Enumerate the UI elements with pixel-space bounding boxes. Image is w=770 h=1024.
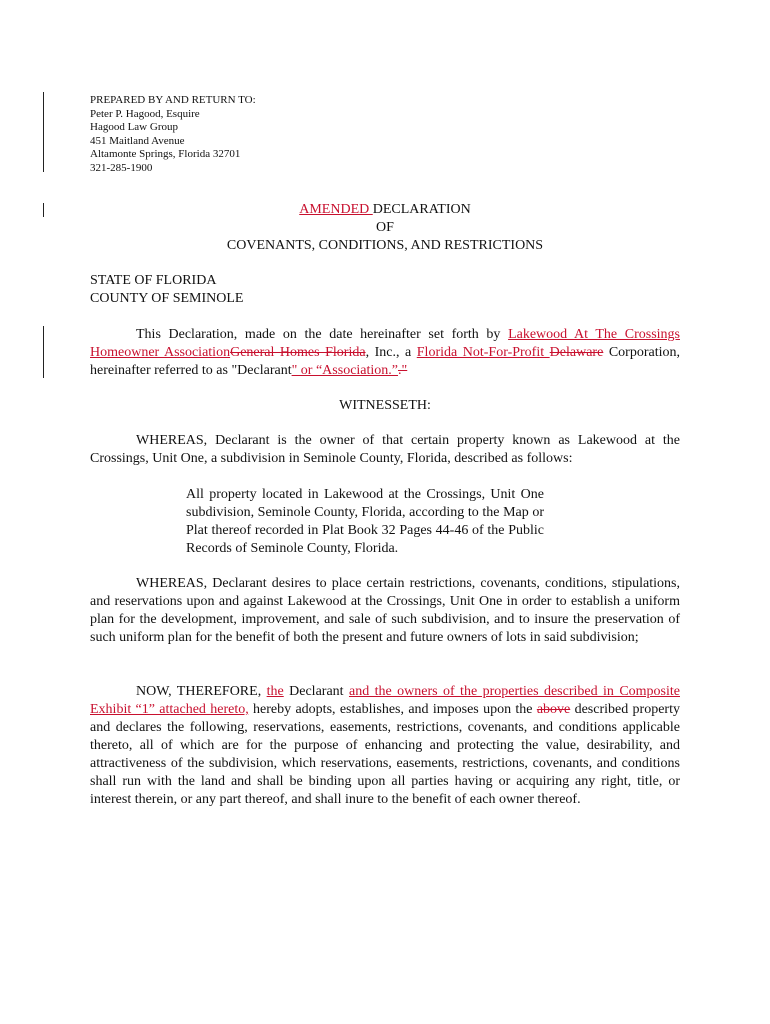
p4-insertion-owners-exhibit: and the owners of the properties described in Composite Exhibit “1” attached hereto, (90, 684, 680, 717)
preparer-city: Altamonte Springs, Florida 32701 (90, 148, 241, 160)
p1-deletion-quote: ." (398, 363, 408, 378)
legal-description: All property located in Lakewood at the Crossings, Unit One subdivision, Seminole County, Florida, according to the Map or Plat thereof recorded in Plat Book 32 Pages 44-46 of the Public Records of Seminole County, Florida. (186, 487, 544, 556)
whereas-restrictions-paragraph: WHEREAS, Declarant desires to place certain restrictions, covenants, conditions, stipulations, and reservations upon and against Lakewood at the Crossings, Unit One in order to establish a uniform plan for the development, improvement, and sale of such subdivision, and to insure the preservation of such uniform plan for the benefit of both the present and future owners of lots in said subdivision; (90, 576, 680, 645)
p4-text-d: described property and declares the following, reservations, easements, restrictions, covenants, and conditions applicable thereto, all of which are for the purpose of enhancing and protecting the value, desirability, and attractiveness of the subdivision, which reservations, easements, restrictions, covenants, and conditions shall run with the land and shall be binding upon all parties having or acquiring any right, title, or interest therein, or any part thereof, and shall inure to the benefit of each owner thereof. (90, 702, 680, 807)
preparer-name: Peter P. Hagood, Esquire (90, 107, 200, 120)
p1-text-b: , Inc., a (365, 345, 417, 360)
p1-insertion-florida: Florida Not-For-Profit (416, 345, 550, 360)
preparer-phone: 321-285-1900 (90, 161, 153, 174)
p1-insertion-association-term: " or “Association.” (291, 363, 399, 378)
p4-text-a: NOW, THEREFORE, (136, 684, 267, 699)
venue-county: COUNTY OF SEMINOLE (90, 291, 244, 306)
p1-text-a: This Declaration, made on the date hereinafter set forth by (136, 327, 509, 342)
title-line-1: DECLARATION (372, 202, 471, 217)
document-title (0, 201, 770, 219)
title-amended-insertion: AMENDED (299, 202, 373, 217)
p4-text-b: Declarant (283, 684, 349, 699)
p4-deletion-above: above (536, 702, 571, 717)
title-line-3: COVENANTS, CONDITIONS, AND RESTRICTIONS (226, 238, 544, 253)
venue-state: STATE OF FLORIDA (90, 273, 217, 288)
title-line-2: OF (376, 220, 394, 235)
witnesseth-heading: WITNESSETH: (339, 398, 431, 413)
p4-text-c: hereby adopts, establishes, and imposes upon the (248, 702, 537, 717)
p1-deletion-general-homes: General Homes Florida (230, 345, 366, 360)
now-therefore-paragraph (90, 683, 680, 809)
declaration-paragraph (90, 326, 680, 380)
p1-text-c: Corporation, hereinafter referred to as "Declarant (90, 345, 681, 378)
p4-insertion-the: the (266, 684, 284, 699)
change-bar (43, 326, 44, 378)
p1-insertion-association: Lakewood At The Crossings Homeowner Association (90, 327, 680, 360)
preparer-firm: Hagood Law Group (90, 121, 178, 133)
preparer-street: 451 Maitland Avenue (90, 134, 185, 147)
whereas-ownership-paragraph: WHEREAS, Declarant is the owner of that certain property known as Lakewood at the Crossings, Unit One, a subdivision in Seminole County, Florida, described as follows: (90, 433, 680, 466)
venue-block (90, 272, 243, 308)
preparer-block (90, 94, 256, 175)
preparer-heading: PREPARED BY AND RETURN TO: (90, 94, 256, 106)
p1-deletion-delaware: Delaware (549, 345, 604, 360)
change-bar (43, 92, 44, 172)
